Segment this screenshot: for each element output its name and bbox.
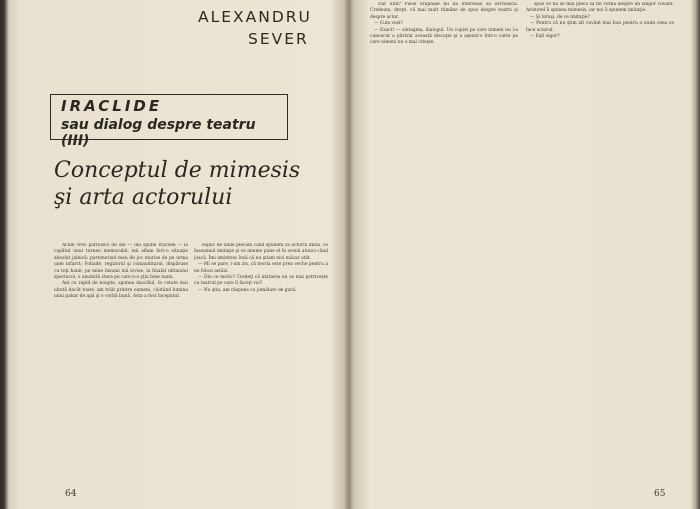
right-page-column-2 <box>526 2 674 480</box>
page-number-right: 65 <box>654 489 666 499</box>
headline-line-1: Conceptul de mimesis <box>54 158 301 183</box>
dialogue-line: — Exact! — sintagma, dialogul. Un copist pe care nimeni nu l-a cunoscut a păstrat această discuţie şi a aşezat-o într-o carte pe care nimeni nu o mai citeşte. <box>370 27 518 46</box>
paragraph: Ani cu rapid de noapte, spunea dascălul, în cetate mai uitată decât toate, am trăit printre oameni, căutând lumina unui pahar de apă şi o vorbă bună. Asta a fost începutul. <box>54 281 188 300</box>
paragraph: spus ce nu se mai pleca să fie vorba despre un singur cuvânt. Aristotel îi spunea mimesis, iar noi îi spunem imitaţie. <box>526 2 674 14</box>
author-first-name: ALEXANDRU <box>198 8 312 26</box>
dialogue-line: — Mi se pare, i-am zis, că teoria este prea veche pentru a ne folosi astăzi. <box>194 262 328 274</box>
headline-line-2: şi arta actorului <box>54 185 233 210</box>
paragraph: Dar atât? Piese originale nu nă interesau să servească. Credeam, drept, că mai mult rămâne de spus despre teatru şi despre actor. <box>370 2 518 20</box>
series-subtitle: sau dialog despre teatru (III) <box>61 117 256 149</box>
dialogue-line: — Şi totuşi, de ce imitaţie? <box>530 14 590 20</box>
paragraph: Acum vreo patruzeci de ani — îmi spune Iraclide — la capătul unui turneu memorabil, mă aflam într-o situaţie absolut jalnică: parteneraul meu de joc murise de pe urma unei infarct; Fotiade, regizorul şi comanditarul, dispăruse cu toţi banii; pe mine însumi mă lovise, la finalul ultimului spectacol, o anumită stare pe care n-o ştiu bine numi. <box>54 243 188 281</box>
dialogue-line: — Cum vezi? <box>374 21 403 27</box>
left-page <box>10 0 346 509</box>
left-page-column-2 <box>194 243 328 481</box>
left-page-column-1 <box>54 243 188 481</box>
article-headline <box>54 157 324 211</box>
dialogue-line: — Pentru că nu ştim alt cuvânt mai bun pentru a numi ceea ce face actorul. <box>526 21 674 33</box>
right-page <box>354 0 690 509</box>
author-last-name: SEVER <box>248 30 309 48</box>
author-name <box>198 6 346 50</box>
paragraph: explic de unde plecăm când spunem că actorul imită, ce înseamnă imitaţie şi ce anume pune el în scenă atunci când joacă. Îmi amintesc însă că nu ştiam nici măcar atât. <box>194 243 328 261</box>
dialogue-line: — Eşti sigur? <box>530 34 560 40</box>
right-page-column-1 <box>370 2 518 480</box>
dialogue-line: — Nu ştiu, am răspuns cu jumătate de gură. <box>198 287 297 293</box>
series-title-box <box>50 94 288 149</box>
page-number-left: 64 <box>65 489 77 499</box>
series-title: IRACLIDE <box>61 97 163 115</box>
dialogue-line: — Din ce motiv? Credeţi că imitarea nu se mai potriveşte cu teatrul pe care îl faceţi voi? <box>194 275 328 287</box>
